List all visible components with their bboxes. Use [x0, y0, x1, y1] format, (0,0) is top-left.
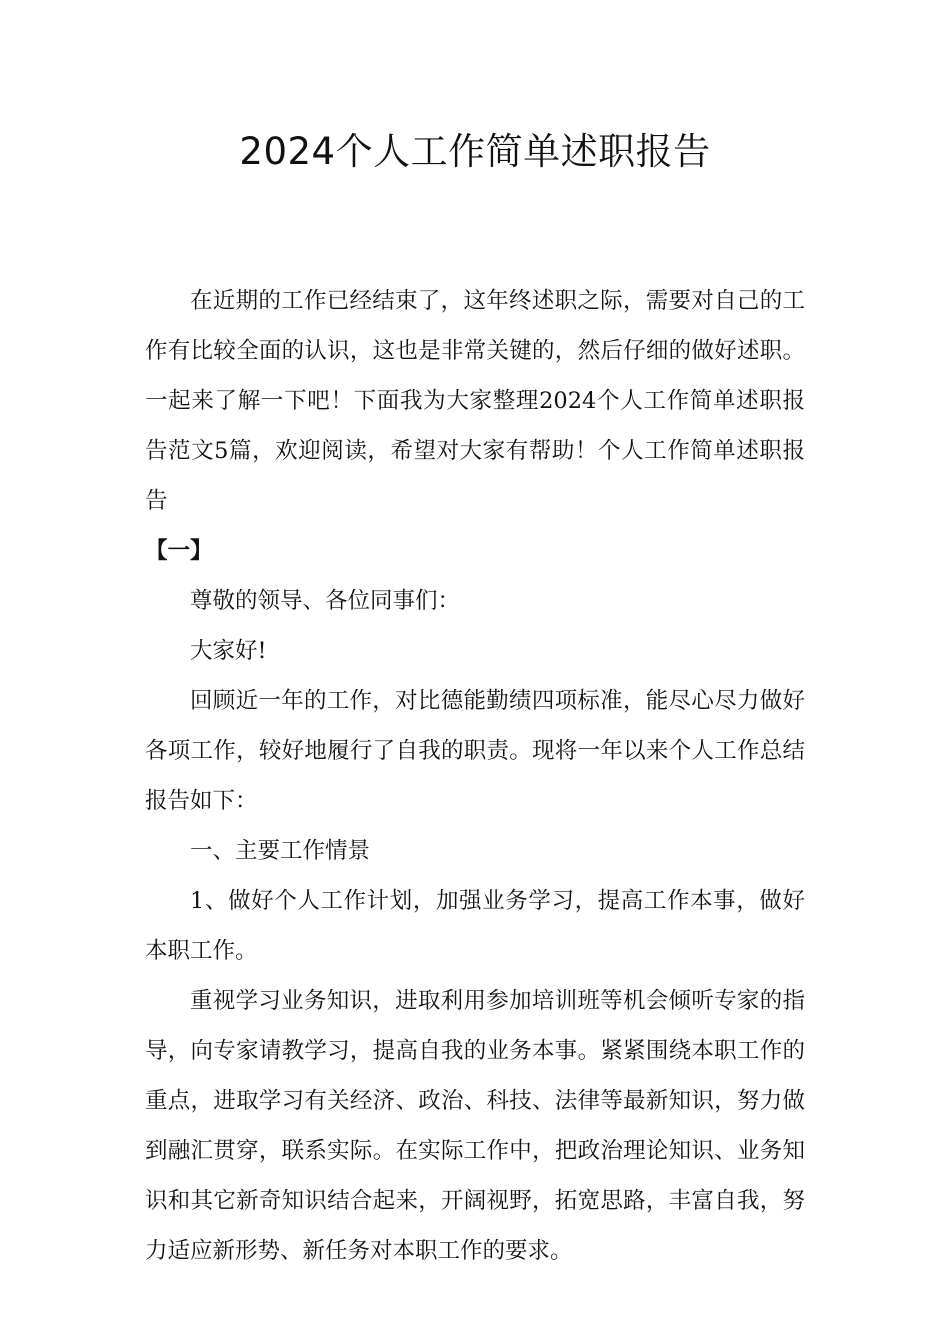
- document-title: 2024个人工作简单述职报告: [239, 130, 711, 173]
- intro-paragraph: 在近期的工作已经结束了，这年终述职之际，需要对自己的工作有比较全面的认识，这也是非常关键的，然后仔细的做好述职。一起来了解一下吧！下面我为大家整理2024个人工作简单述职报告范文5篇，欢迎阅读，希望对大家有帮助！个人工作简单述职报告: [145, 288, 805, 514]
- salutation-paragraph: 尊敬的领导、各位同事们：: [190, 588, 461, 614]
- item-paragraph: 1、做好个人工作计划，加强业务学习，提高工作本事，做好本职工作。: [145, 888, 805, 964]
- section-marker: 【一】: [145, 538, 213, 564]
- document-body: [145, 276, 805, 1276]
- review-paragraph: 回顾近一年的工作，对比德能勤绩四项标准，能尽心尽力做好各项工作，较好地履行了自我的职责。现将一年以来个人工作总结报告如下：: [145, 688, 805, 814]
- greeting-paragraph: 大家好!: [190, 638, 267, 664]
- section-heading: 一、主要工作情景: [190, 838, 371, 864]
- study-paragraph: 重视学习业务知识，进取利用参加培训班等机会倾听专家的指导，向专家请教学习，提高自我的业务本事。紧紧围绕本职工作的重点，进取学习有关经济、政治、科技、法律等最新知识，努力做到融汇贯穿，联系实际。在实际工作中，把政治理论知识、业务知识和其它新奇知识结合起来，开阔视野，拓宽思路，丰富自我，努力适应新形势、新任务对本职工作的要求。: [145, 988, 805, 1264]
